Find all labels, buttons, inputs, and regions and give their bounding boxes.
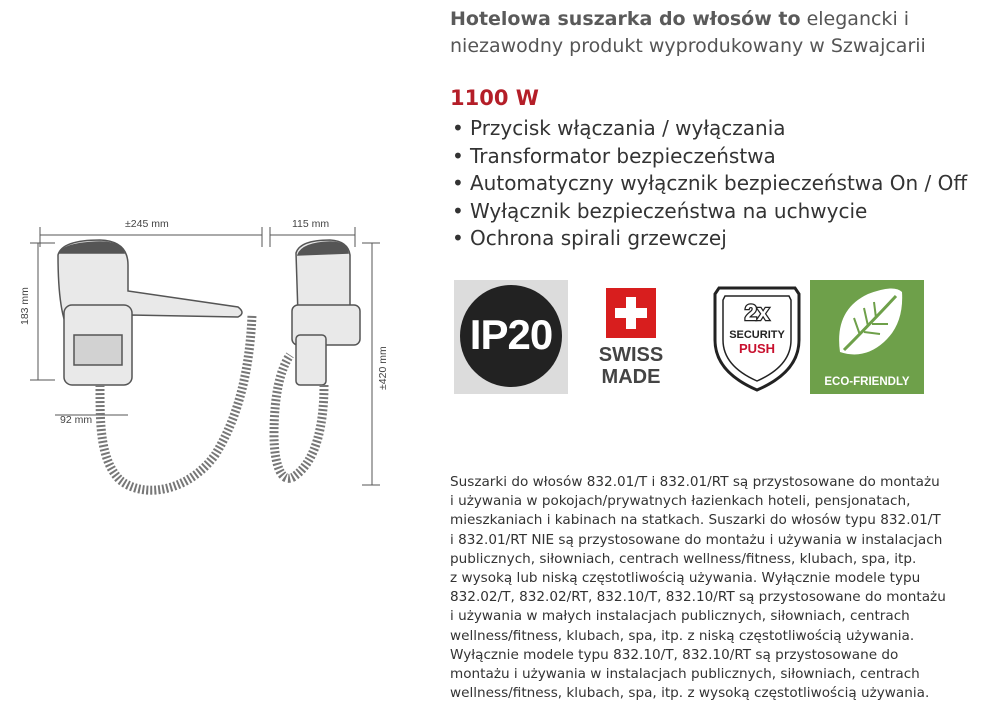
feature-label: Transformator bezpieczeństwa [470,143,776,168]
list-item: • Wyłącznik bezpieczeństwa na uchwycie [452,198,868,223]
security-label: SECURITY [729,329,785,341]
height-right-dimension-label: ±420 mm [377,346,389,390]
swiss-flag-icon [606,288,656,338]
security-2x-label: 2x [744,300,770,325]
width-dimension-label: ±245 mm [125,218,169,230]
height-left-dimension-label: 183 mm [19,287,31,325]
swiss-line-1: SWISS [598,344,664,366]
eco-friendly-badge [810,280,924,394]
dryer-side-view [292,240,360,385]
base-dimension-label: 92 mm [60,414,93,426]
eco-friendly-label: ECO-FRIENDLY [824,376,910,388]
swiss-line-2: MADE [601,366,661,388]
list-item: • Automatyczny wyłącznik bezpieczeństwa On / Off [452,171,968,195]
feature-list [452,115,967,253]
security-push-badge [700,280,814,394]
feature-label: Automatyczny wyłącznik bezpieczeństwa On / Off [470,171,968,195]
leaf-icon [810,280,924,370]
ip-rating-label: IP20 [469,311,553,358]
headline [450,6,990,60]
swiss-made-label [580,344,682,388]
dryer-front-view [58,240,242,385]
power-rating: 1100 W [450,86,539,110]
depth-dimension-label: 115 mm [292,218,330,230]
list-item: • Ochrona spirali grzewczej [452,226,727,250]
ip20-badge [454,280,568,394]
description-text: Suszarki do włosów 832.01/T i 832.01/RT są przystosowane do montażu i używania w pokojach/prywatnych łazienkach hoteli, pensjonatach, mieszkaniach i kabinach na statkach. Suszarki do włosów typu 832.01/T i 832.01/RT NIE są przystosowane do montażu i używania w instalacjach publicznych, siłowniach, centrach wellness/fitness, klubach, spa, itp. z wysoką lub niską częstotliwością używania. Wyłącznie modele typu 832.02/T, 832.02/RT, 832.10/T, 832.10/RT są przystosowane do montażu i używania w małych instalacjach publicznych, siłowniach, centrach wellness/fitness, klubach, spa, itp. z niską częstotliwością używania. Wyłącznie modele typu 832.10/T, 832.10/RT są przystosowane do montażu i używania w instalacjach publicznych, siłowniach, centrach wellness/fitness, klubach, spa, itp. z wysoką częstotliwością używania. [450,474,946,702]
list-item: • Przycisk włączania / wyłączania [452,116,786,140]
headline-lead: Hotelowa suszarka do włosów to [450,8,801,30]
push-label: PUSH [738,341,776,356]
feature-label: Ochrona spirali grzewczej [470,226,727,250]
headline-rest: elegancki i niezawodny produkt wyprodukowany w Szwajcarii [450,8,926,57]
list-item: • Transformator bezpieczeństwa [452,143,776,168]
feature-label: Przycisk włączania / wyłączania [470,116,786,140]
swiss-made-badge [580,280,694,394]
feature-label: Wyłącznik bezpieczeństwa na uchwycie [470,198,868,223]
hair-dryer-technical-drawing [0,195,420,525]
